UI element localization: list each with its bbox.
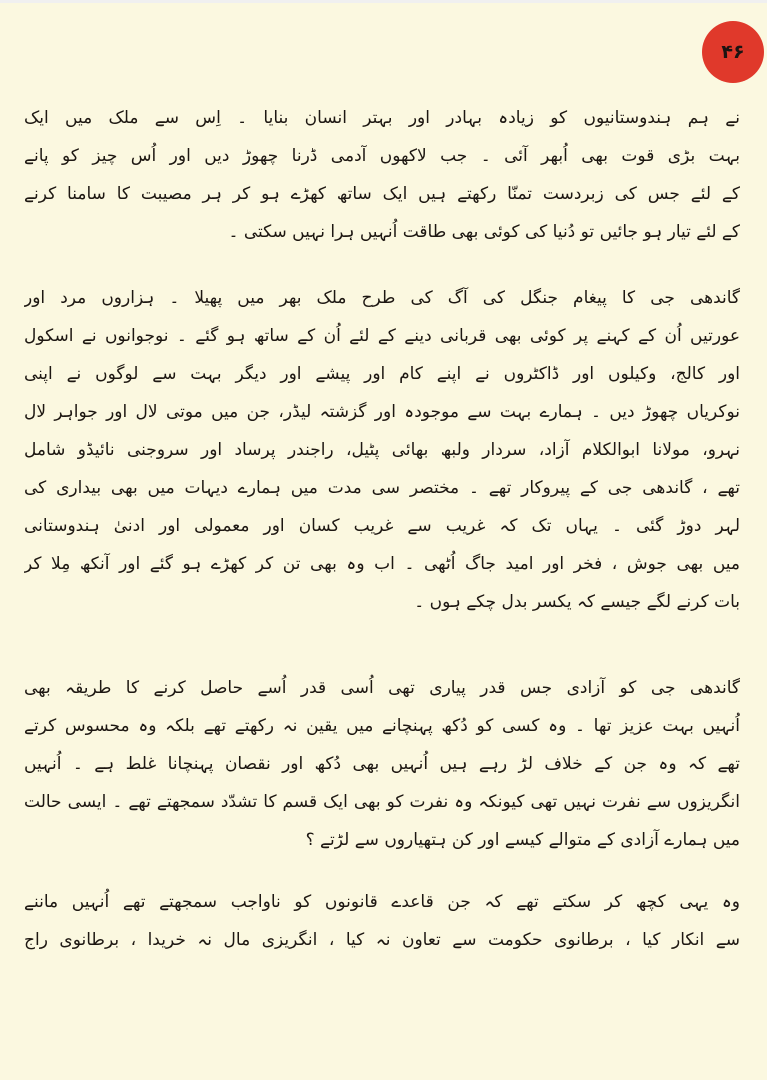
paragraph-1	[24, 99, 740, 251]
text-line: تھے کہ وہ جن کے خلاف لڑ رہے ہیں اُنہیں بھی دُکھ اور نقصان پہنچانا غلط ہے ۔ اُنہیں	[24, 754, 740, 774]
text-line: انگریزوں سے نفرت نہیں تھی کیونکہ وہ نفرت کو بھی ایک قسم کا تشدّد سمجھتے تھے ۔ ایسی حالت	[24, 792, 740, 812]
text-line: گاندھی جی کو آزادی جس قدر پیاری تھی اُسی قدر اُسے حاصل کرنے کا طریقہ بھی	[24, 678, 740, 698]
body-text	[24, 99, 740, 959]
text-line: بات کرنے لگے جیسے کہ یکسر بدل چکے ہوں ۔	[414, 592, 740, 612]
paragraph-spacer	[24, 621, 740, 669]
text-line: نہرو، مولانا ابوالکلام آزاد، سردار ولبھ بھائی پٹیل، راجندر پرساد اور سروجنی نائیڈو شامل	[24, 440, 740, 460]
text-line: میں ہمارے آزادی کے متوالے کیسے اور کن ہتھیاروں سے لڑتے ؟	[305, 830, 740, 850]
paragraph-spacer	[24, 859, 740, 883]
text-line: نوکریاں چھوڑ دیں ۔ ہمارے بہت سے موجودہ اور گزشتہ لیڈر، جن میں موتی لال اور جواہر لال	[24, 402, 740, 422]
text-line: تھے ، گاندھی جی کے پیروکار تھے ۔ مختصر سی مدت میں ہمارے دیہات میں بھی بیداری کی	[24, 478, 740, 498]
text-line: کے لئے تیار ہو جائیں تو دُنیا کی کوئی بھی طاقت اُنہیں ہرا نہیں سکتی ۔	[228, 222, 740, 242]
text-line: گاندھی جی کا پیغام جنگل کی آگ کی طرح ملک بھر میں پھیلا ۔ ہزاروں مرد اور	[24, 288, 740, 308]
text-line: عورتیں اُن کے کہنے پر کوئی بھی قربانی دینے کے لئے اُن کے ساتھ ہو گئے ۔ نوجوانوں نے اسکول	[24, 326, 740, 346]
paragraph-3	[24, 669, 740, 859]
text-line: لہر دوڑ گئی ۔ یہاں تک کہ غریب سے غریب کسان اور معمولی اور ادنیٰ ہندوستانی	[24, 516, 740, 536]
paragraph-spacer	[24, 251, 740, 279]
page-number: ۴۶	[721, 41, 745, 63]
text-line: نے ہم ہندوستانیوں کو زیادہ بہادر اور بہتر انسان بنایا ۔ اِس سے ملک میں ایک	[24, 108, 740, 128]
text-line: میں بھی جوش ، فخر اور امید جاگ اُٹھی ۔ اب وہ بھی تن کر کھڑے ہو گئے اور آنکھ مِلا کر	[24, 554, 740, 574]
text-line: بہت بڑی قوت بھی اُبھر آئی ۔ جب لاکھوں آدمی ڈرنا چھوڑ دیں اور اُس چیز کو پانے	[24, 146, 740, 166]
text-line: اُنہیں بہت عزیز تھا ۔ وہ کسی کو دُکھ پہنچانے میں یقین نہ رکھتے تھے بلکہ وہ محسوس کرتے	[24, 716, 740, 736]
page-number-badge	[702, 21, 764, 83]
paragraph-2	[24, 279, 740, 621]
text-line: اور کالج، وکیلوں اور ڈاکٹروں نے اپنے کام اور پیشے اور دیگر بہت سے لوگوں نے اپنی	[24, 364, 740, 384]
text-line: سے انکار کیا ، برطانوی حکومت سے تعاون نہ کیا ، انگریزی مال نہ خریدا ، برطانوی راج	[24, 930, 740, 950]
text-line: کے لئے جس کی زبردست تمنّا رکھتے ہیں ایک ساتھ کھڑے ہو کر ہر مصیبت کا سامنا کرنے	[24, 184, 740, 204]
paragraph-4	[24, 883, 740, 959]
text-line: وہ یہی کچھ کر سکتے تھے کہ جن قاعدے قانونوں کو ناواجب سمجھتے تھے اُنہیں ماننے	[24, 892, 740, 912]
